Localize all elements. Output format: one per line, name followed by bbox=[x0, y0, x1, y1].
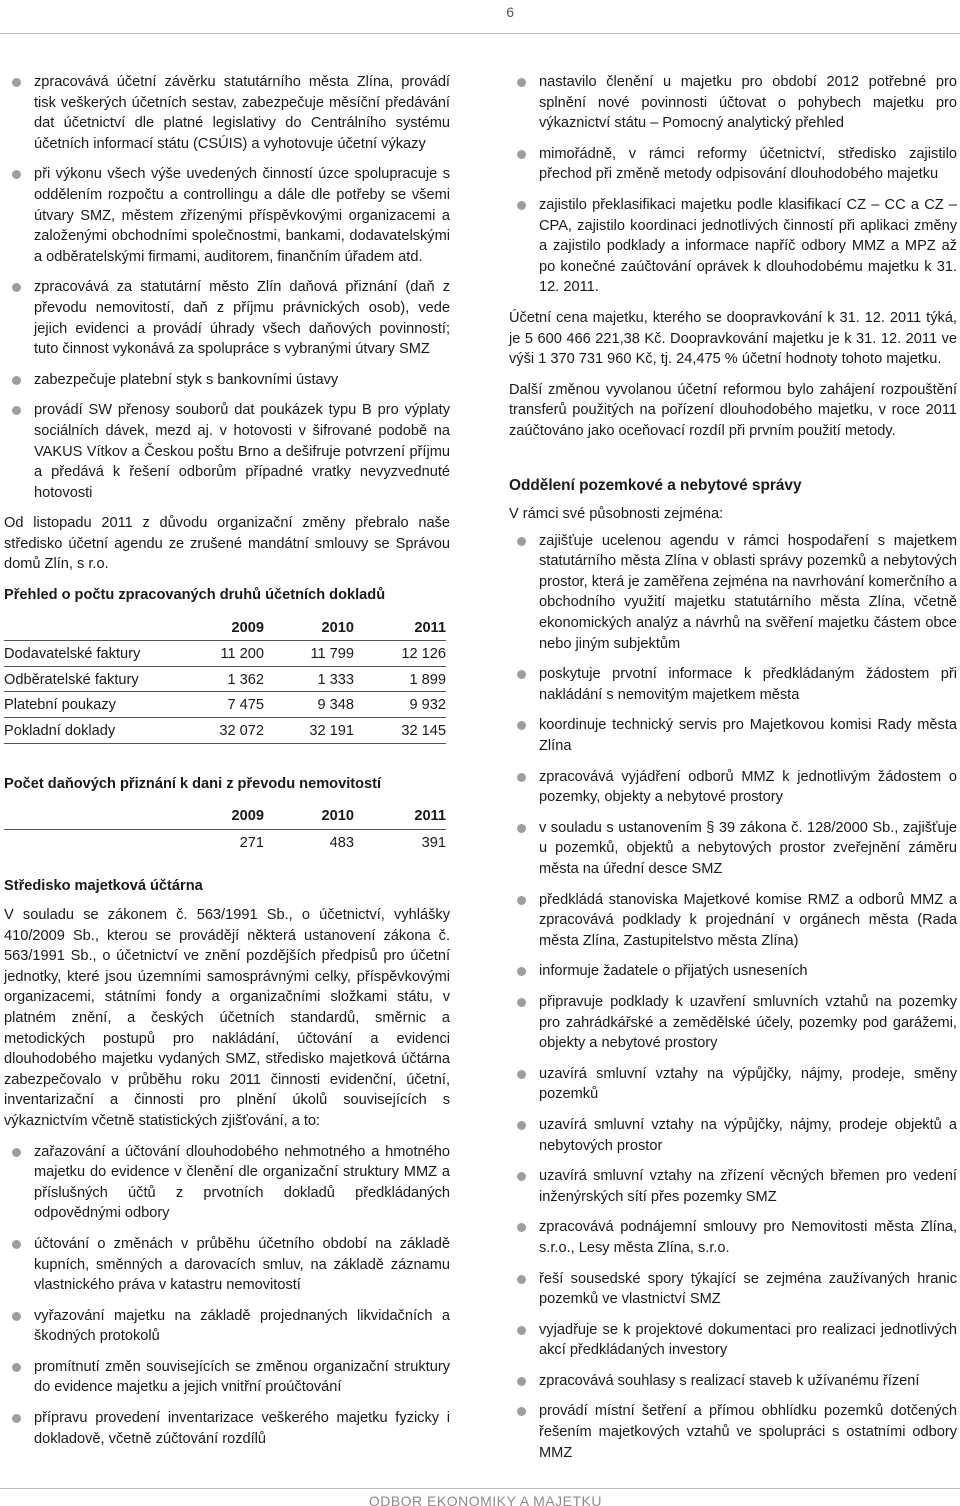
table-header-year: 2011 bbox=[354, 614, 446, 641]
table2-title: Počet daňových přiznání k dani z převodu nemovitostí bbox=[4, 775, 382, 792]
list-item: předkládá stanoviska Majetkové komise RMZ a odborů MMZ a zpracovává podklady k projednání v orgánech města (Rada města Zlína, Zastupitelstvo města Zlína) bbox=[509, 890, 957, 952]
list-item: zpracovává podnájemní smlouvy pro Nemovitosti města Zlína, s.r.o., Lesy města Zlína, s.r.o. bbox=[509, 1217, 957, 1258]
table-cell: 9 348 bbox=[264, 692, 354, 718]
table-header-year: 2010 bbox=[264, 614, 354, 641]
list-item: koordinuje technický servis pro Majetkovou komisi Rady města Zlína bbox=[509, 715, 957, 756]
list-item: mimořádně, v rámci reformy účetnictví, středisko zajistilo přechod při změně metody odpisování dlouhodobého majetku bbox=[509, 144, 957, 185]
left-bullets-top bbox=[4, 72, 450, 503]
list-item: promítnutí změn souvisejících se změnou organizační struktury do evidence majetku a jejich vnitřní proúčtování bbox=[4, 1357, 450, 1398]
table1-title: Přehled o počtu zpracovaných druhů účetních dokladů bbox=[4, 587, 386, 604]
table-cell: 9 932 bbox=[354, 692, 446, 718]
table-cell: 1 333 bbox=[264, 666, 354, 692]
list-item: zpracovává účetní závěrku statutárního města Zlína, provádí tisk veškerých účetních sestav, zabezpečuje měsíční předávání dat účetnictví dle platné legislativy do Centrálního systému účetních informací státu (CSÚIS) a vyhotovuje účetní výkazy bbox=[4, 72, 450, 154]
list-item: připravuje podklady k uzavření smluvních vztahů na pozemky pro zahrádkářské a zemědělské účely, pozemky pod garážemi, objekty a nebytové prostory bbox=[509, 992, 957, 1054]
list-item: poskytuje prvotní informace k předkládaným žádostem při nakládání s nemovitým majetkem města bbox=[509, 664, 957, 705]
table-row bbox=[4, 829, 446, 854]
list-item: přípravu provedení inventarizace veškerého majetku fyzicky i dokladově, včetně zúčtování rozdílů bbox=[4, 1408, 450, 1449]
table-header-year: 2011 bbox=[354, 802, 446, 829]
list-item: zabezpečuje platební styk s bankovními ústavy bbox=[4, 370, 450, 391]
table-cell: 11 799 bbox=[264, 641, 354, 667]
documents-table bbox=[4, 614, 446, 744]
list-item: řeší sousedské spory týkající se zejména zaužívaných hranic pozemků ve vlastnictví SMZ bbox=[509, 1269, 957, 1310]
table-row bbox=[4, 692, 446, 718]
paragraph-price: Účetní cena majetku, kterého se doopravkování k 31. 12. 2011 týká, je 5 600 466 221,38 Kč. Doopravkování majetku je k 31. 12. 2011 ve výši 1 370 731 960 Kč, tj. 24,475 % účetní hodnoty tohoto majetku. bbox=[509, 309, 957, 368]
table-header-empty bbox=[4, 802, 164, 829]
table-header-year: 2010 bbox=[264, 802, 354, 829]
table-row bbox=[4, 666, 446, 692]
table-header-row bbox=[4, 614, 446, 641]
section-intro: V rámci své působnosti zejména: bbox=[509, 506, 724, 523]
page-header bbox=[0, 0, 960, 34]
section-heading-majetkova: Středisko majetková účtárna bbox=[4, 878, 203, 895]
paragraph-law: V souladu se zákonem č. 563/1991 Sb., o účetnictví, vyhlášky 410/2009 Sb., kterou se provádějí některá ustanovení zákona č. 563/1991 Sb., o účetnictví ve znění pozdějších předpisů pro účetní jednotky, které jsou územními samosprávnými celky, příspěvkovými organizacemi, státními fondy a organizačními složkami státu, v platném znění, a českých účetních standardů, směrnic a metodických postupů pro nakládání, účtování a evidenci dlouhodobého majetku vydaných SMZ, středisko majetková účtárna zabezpečovalo v průběhu roku 2011 činnosti evidenční, účetní, inventarizační a činnosti pro plnění úkolů souvisejících s výkaznictvím včetně statistických zjišťování, a to: bbox=[4, 907, 450, 1129]
tax-returns-table bbox=[4, 802, 446, 854]
list-item: v souladu s ustanovením § 39 zákona č. 128/2000 Sb., zajišťuje u pozemků, objektů a nebytových prostor zveřejnění záměru města na úřední desce SMZ bbox=[509, 818, 957, 880]
paragraph-november: Od listopadu 2011 z důvodu organizační změny přebralo naše středisko účetní agendu ze zrušené mandátní smlouvy se Správou domů Zlín, s r.o. bbox=[4, 515, 450, 573]
list-item: účtování o změnách v průběhu účetního období na základě kupních, směnných a darovacích smluv, na základě záznamu vlastnického práva v katastru nemovitostí bbox=[4, 1234, 450, 1296]
table-cell: 7 475 bbox=[164, 692, 264, 718]
right-bullets-top bbox=[509, 72, 957, 298]
table-cell: 1 899 bbox=[354, 666, 446, 692]
list-item: vyřazování majetku na základě projednaných likvidačních a škodných protokolů bbox=[4, 1306, 450, 1347]
list-item: zařazování a účtování dlouhodobého nehmotného a hmotného majetku do evidence v členění dle organizační struktury MMZ a příslušných účtů z prvotních dokladů předkládaných odpovědnými odbory bbox=[4, 1142, 450, 1224]
list-item: zpracovává za statutární město Zlín daňová přiznání (daň z převodu nemovitostí, daň z příjmu právnických osob), vede jejich evidenci a provádí úhrady všech daňových povinností; tuto činnost vykonává za spolupráce s vybranými útvary SMZ bbox=[4, 277, 450, 359]
row-label: Pokladní doklady bbox=[4, 718, 164, 744]
left-column bbox=[4, 72, 450, 1459]
list-item: uzavírá smluvní vztahy na zřízení věcných břemen pro vedení inženýrských sítí přes pozemky SMZ bbox=[509, 1166, 957, 1207]
list-item: provádí místní šetření a přímou obhlídku pozemků dotčených řešením majetkových vztahů ve spolupráci s ostatními odbory MMZ bbox=[509, 1401, 957, 1463]
table-cell: 12 126 bbox=[354, 641, 446, 667]
table-header-empty bbox=[4, 614, 164, 641]
list-item: při výkonu všech výše uvedených činností úzce spolupracuje s oddělením rozpočtu a controllingu a dále dle potřeby se všemi útvary SMZ, městem zřízenými příspěvkovými organizacemi a založenými obchodními společnostmi, bankami, dodavatelskými a odběratelskými firmami, auditorem, finančním úřadem atd. bbox=[4, 164, 450, 267]
table-cell: 32 072 bbox=[164, 718, 264, 744]
list-item: provádí SW přenosy souborů dat poukázek typu B pro výplaty sociálních dávek, mezd aj. v hotovosti v šifrované podobě na VAKUS Vítkov a Českou poštu Brno a dešifruje potvrzení příjmu a předává k řešení odborům případné vratky nevyzvednuté hotovosti bbox=[4, 400, 450, 503]
page-number: 6 bbox=[506, 4, 514, 20]
table-cell: 483 bbox=[329, 834, 354, 851]
list-item: zajistilo překlasifikaci majetku podle klasifikací CZ – CC a CZ – CPA, zajistilo koordinaci jednotlivých činností při aplikaci změny a zajistilo podklady a informace napříč odbory MMZ a MPZ až po konečné zaúčtování oprávek k dlouhodobému majetku k 31. 12. 2011. bbox=[509, 195, 957, 298]
footer-department: ODBOR EKONOMIKY A MAJETKU bbox=[368, 1493, 602, 1506]
list-item: nastavilo členění u majetku pro období 2012 potřebné pro splnění nové povinnosti účtovat o pohybech majetku pro výkaznictví státu – Pomocný analytický přehled bbox=[509, 72, 957, 134]
list-item: zpracovává souhlasy s realizací staveb k užívanému řízení bbox=[509, 1371, 957, 1392]
table-header-year: 2009 bbox=[164, 802, 264, 829]
section-heading-pozemkova: Oddělení pozemkové a nebytové správy bbox=[509, 476, 802, 494]
list-item: uzavírá smluvní vztahy na výpůjčky, nájmy, prodeje objektů a nebytových prostor bbox=[509, 1115, 957, 1156]
list-item: uzavírá smluvní vztahy na výpůjčky, nájmy, prodeje, směny pozemků bbox=[509, 1064, 957, 1105]
table-cell: 391 bbox=[421, 834, 446, 851]
table-cell: 11 200 bbox=[164, 641, 264, 667]
table-cell: 32 145 bbox=[354, 718, 446, 744]
paragraph-reform: Další změnou vyvolanou účetní reformou bylo zahájení rozpouštění transferů použitých na pořízení dlouhodobého majetku, v roce 2011 zaúčtováno jako oceňovací rozdíl při prvním použití metody. bbox=[509, 381, 957, 439]
row-label-empty bbox=[4, 829, 164, 854]
right-bullets-bottom bbox=[509, 531, 957, 1464]
page-footer bbox=[0, 1488, 960, 1506]
list-item: zpracovává vyjádření odborů MMZ k jednotlivým žádostem o pozemky, objekty a nebytové prostory bbox=[509, 767, 957, 808]
table-row bbox=[4, 718, 446, 744]
table-cell: 271 bbox=[239, 834, 264, 851]
list-item: zajišťuje ucelenou agendu v rámci hospodaření s majetkem statutárního města Zlína v oblasti správy pozemků a nebytových prostor, která je zaměřena zejména na navrhování komerčního a obchodního využití majetku statutárního města Zlína, včetně ekonomických analýz a návrhů na svěření majetku částem obce nebo jiným subjektům bbox=[509, 531, 957, 655]
left-bullets-bottom bbox=[4, 1142, 450, 1450]
list-item: informuje žadatele o přijatých usneseních bbox=[509, 961, 957, 982]
row-label: Odběratelské faktury bbox=[4, 666, 164, 692]
table-row bbox=[4, 641, 446, 667]
table-cell: 32 191 bbox=[264, 718, 354, 744]
row-label: Platební poukazy bbox=[4, 692, 164, 718]
table-header-row bbox=[4, 802, 446, 829]
table-cell: 1 362 bbox=[164, 666, 264, 692]
right-column bbox=[509, 72, 957, 1473]
table-header-year: 2009 bbox=[164, 614, 264, 641]
list-item: vyjadřuje se k projektové dokumentaci pro realizaci jednotlivých akcí předkládaných investory bbox=[509, 1320, 957, 1361]
row-label: Dodavatelské faktury bbox=[4, 641, 164, 667]
